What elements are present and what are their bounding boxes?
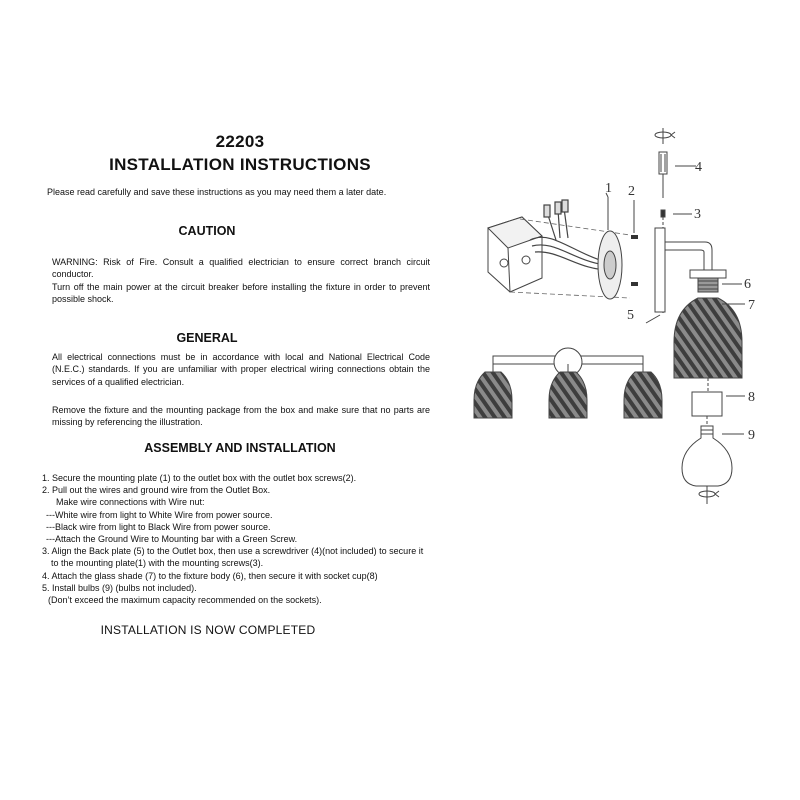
- callout-5: 5: [627, 308, 634, 323]
- warning-text: WARNING: Risk of Fire. Consult a qualified electrician to ensure correct branch circuit conductor.: [52, 257, 430, 280]
- step-item: Make wire connections with Wire nut:: [56, 497, 205, 508]
- step-item: ---White wire from light to White Wire from power source.: [46, 509, 273, 520]
- callout-6: 6: [744, 277, 751, 292]
- callout-7: 7: [748, 298, 755, 313]
- step-item: to the mounting plate(1) with the mounting screws(3).: [51, 558, 264, 569]
- step-item: 2. Pull out the wires and ground wire from the Outlet Box.: [42, 485, 271, 496]
- caution-section: [52, 256, 430, 306]
- step-item: ---Black wire from light to Black Wire from power source.: [46, 521, 271, 532]
- rotate-arrow-bottom-icon: [699, 486, 719, 504]
- step-item: 1. Secure the mounting plate (1) to the outlet box with the outlet box screws(2).: [42, 473, 357, 483]
- mounting-plate-icon: [598, 193, 622, 299]
- page-title: INSTALLATION INSTRUCTIONS: [109, 155, 371, 174]
- caution-heading: CAUTION: [178, 224, 236, 238]
- callout-3: 3: [694, 207, 701, 222]
- step-item: 3. Align the Back plate (5) to the Outlet box, then use a screwdriver (4)(not included) to secure it: [42, 546, 424, 557]
- back-plate-icon: [646, 228, 665, 323]
- vanity-fixture-overview: [474, 348, 662, 418]
- callout-8: 8: [748, 390, 755, 405]
- model-number: 22203: [215, 132, 265, 151]
- light-bulb-icon: [682, 426, 744, 486]
- socket-cup-icon: [692, 392, 745, 426]
- callout-4: 4: [695, 160, 702, 175]
- intro-text: Please read carefully and save these instructions as you may need them a later date.: [47, 187, 387, 197]
- outlet-box-icon: [488, 217, 542, 292]
- step-item: 5. Install bulbs (9) (bulbs not included).: [42, 582, 197, 593]
- callout-1: 1: [605, 181, 612, 196]
- power-off-text: Turn off the main power at the circuit breaker before installing the fixture in order to prevent possible shock.: [52, 281, 430, 305]
- fixture-body-icon: [690, 270, 742, 292]
- completion-text: INSTALLATION IS NOW COMPLETED: [100, 623, 316, 637]
- outlet-screw-icon: [631, 200, 638, 286]
- fixture-arm-icon: [665, 242, 712, 270]
- assembly-heading: ASSEMBLY AND INSTALLATION: [144, 441, 336, 455]
- rotate-arrow-top-icon: [655, 128, 675, 144]
- step-item: 4. Attach the glass shade (7) to the fixture body (6), then secure it with socket cup(8): [42, 570, 378, 581]
- assembly-diagram: [460, 120, 780, 510]
- step-item: ---Attach the Ground Wire to Mounting bar with a Green Screw.: [46, 534, 298, 545]
- callout-2: 2: [628, 184, 635, 199]
- callout-9: 9: [748, 428, 755, 443]
- mounting-screw-icon: [661, 210, 692, 313]
- nec-text: All electrical connections must be in accordance with local and National Electrical Code (N.E.C.) standards. If you are unfamiliar with proper electrical wiring connections obtain the services of a qualified electrician.: [52, 352, 430, 387]
- glass-shade-icon: [674, 298, 745, 392]
- remove-fixture-text: Remove the fixture and the mounting package from the box and make sure that no parts are missing by referencing the illustration.: [52, 405, 430, 428]
- assembly-steps: [42, 472, 462, 606]
- screwdriver-icon: [659, 152, 696, 198]
- general-heading: GENERAL: [176, 331, 238, 345]
- step-item: (Don’t exceed the maximum capacity recommended on the sockets).: [48, 595, 322, 606]
